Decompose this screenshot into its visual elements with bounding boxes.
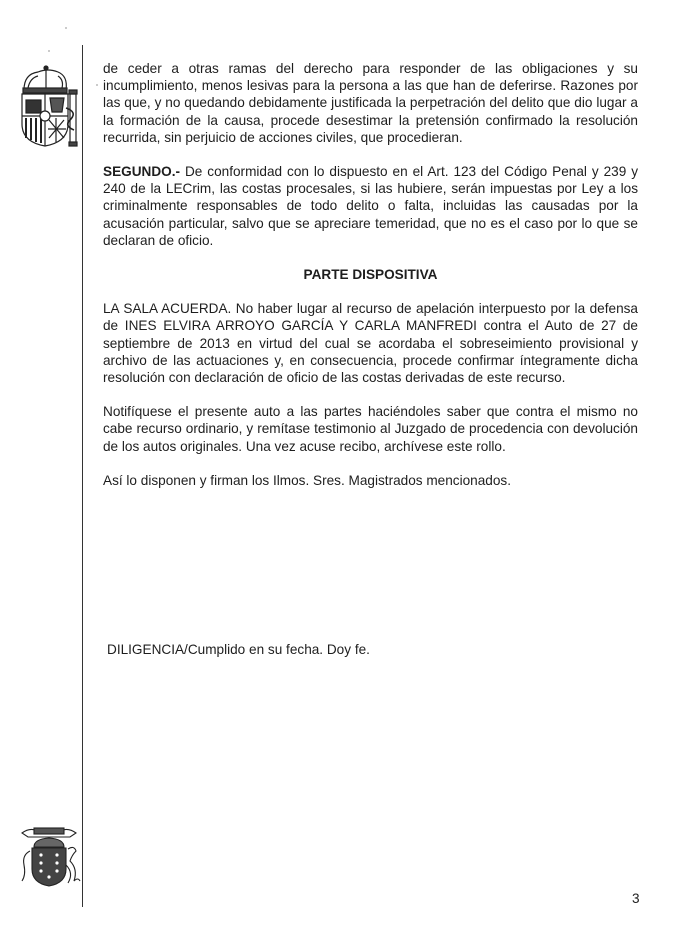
- paragraph-segundo: [103, 163, 638, 249]
- document-body: [103, 60, 638, 506]
- paragraph-notifiquese: Notifíquese el presente auto a las partes haciéndoles saber que contra el mismo no cabe recurso ordinario, y remítase testimonio al Juzgado de procedencia con devolución de los autos originales. Una vez acuse recibo, archívese este rollo.: [103, 404, 638, 454]
- scan-speck: [65, 27, 67, 29]
- segundo-text: De conformidad con lo dispuesto en el Art. 123 del Código Penal y 239 y 240 de la LECrim, las costas procesales, si las hubiere, serán impuestas por Ley a los criminalmente responsables de todo delito o falta, incluidas las causadas por la acusación particular, salvo que se apreciare temeridad, que no es el caso por lo que se declaran de oficio.: [103, 164, 638, 248]
- spain-coat-of-arms-icon: [14, 64, 78, 150]
- paragraph-sala-acuerda: LA SALA ACUERDA. No haber lugar al recurso de apelación interpuesto por la defensa de INES ELVIRA ARROYO GARCÍA Y CARLA MANFREDI contra el Auto de 27 de septiembre de 2013 en virtud del cual se acordaba el sobreseimiento provisional y archivo de las actuaciones y, en consecuencia, procede confirmar íntegramente dicha resolución con declaración de oficio de las costas derivadas de este recurso.: [103, 301, 638, 386]
- margin-rule: [82, 45, 83, 907]
- page-number: 3: [632, 891, 640, 906]
- scan-speck: [96, 84, 98, 86]
- paragraph-reasoning: de ceder a otras ramas del derecho para responder de las obligaciones y su incumplimiento, menos lesivas para la persona a las que han de deferirse. Razones por las que, y no quedando debidamente justificada la perpetración del delito que dio lugar a la formación de la causa, procede desestimar la pretensión confirmado la resolución recurrida, sin perjuicio de acciones civiles, que procedieran.: [103, 61, 638, 145]
- paragraph-firma: Así lo disponen y firman los Ilmos. Sres. Magistrados mencionados.: [103, 472, 511, 488]
- section-heading-parte-dispositiva: PARTE DISPOSITIVA: [303, 267, 438, 283]
- diligencia-note: DILIGENCIA/Cumplido en su fecha. Doy fe.: [107, 642, 370, 657]
- segundo-label: SEGUNDO.-: [103, 164, 181, 180]
- scan-speck: [48, 50, 50, 52]
- canarias-coat-of-arms-icon: [16, 825, 82, 891]
